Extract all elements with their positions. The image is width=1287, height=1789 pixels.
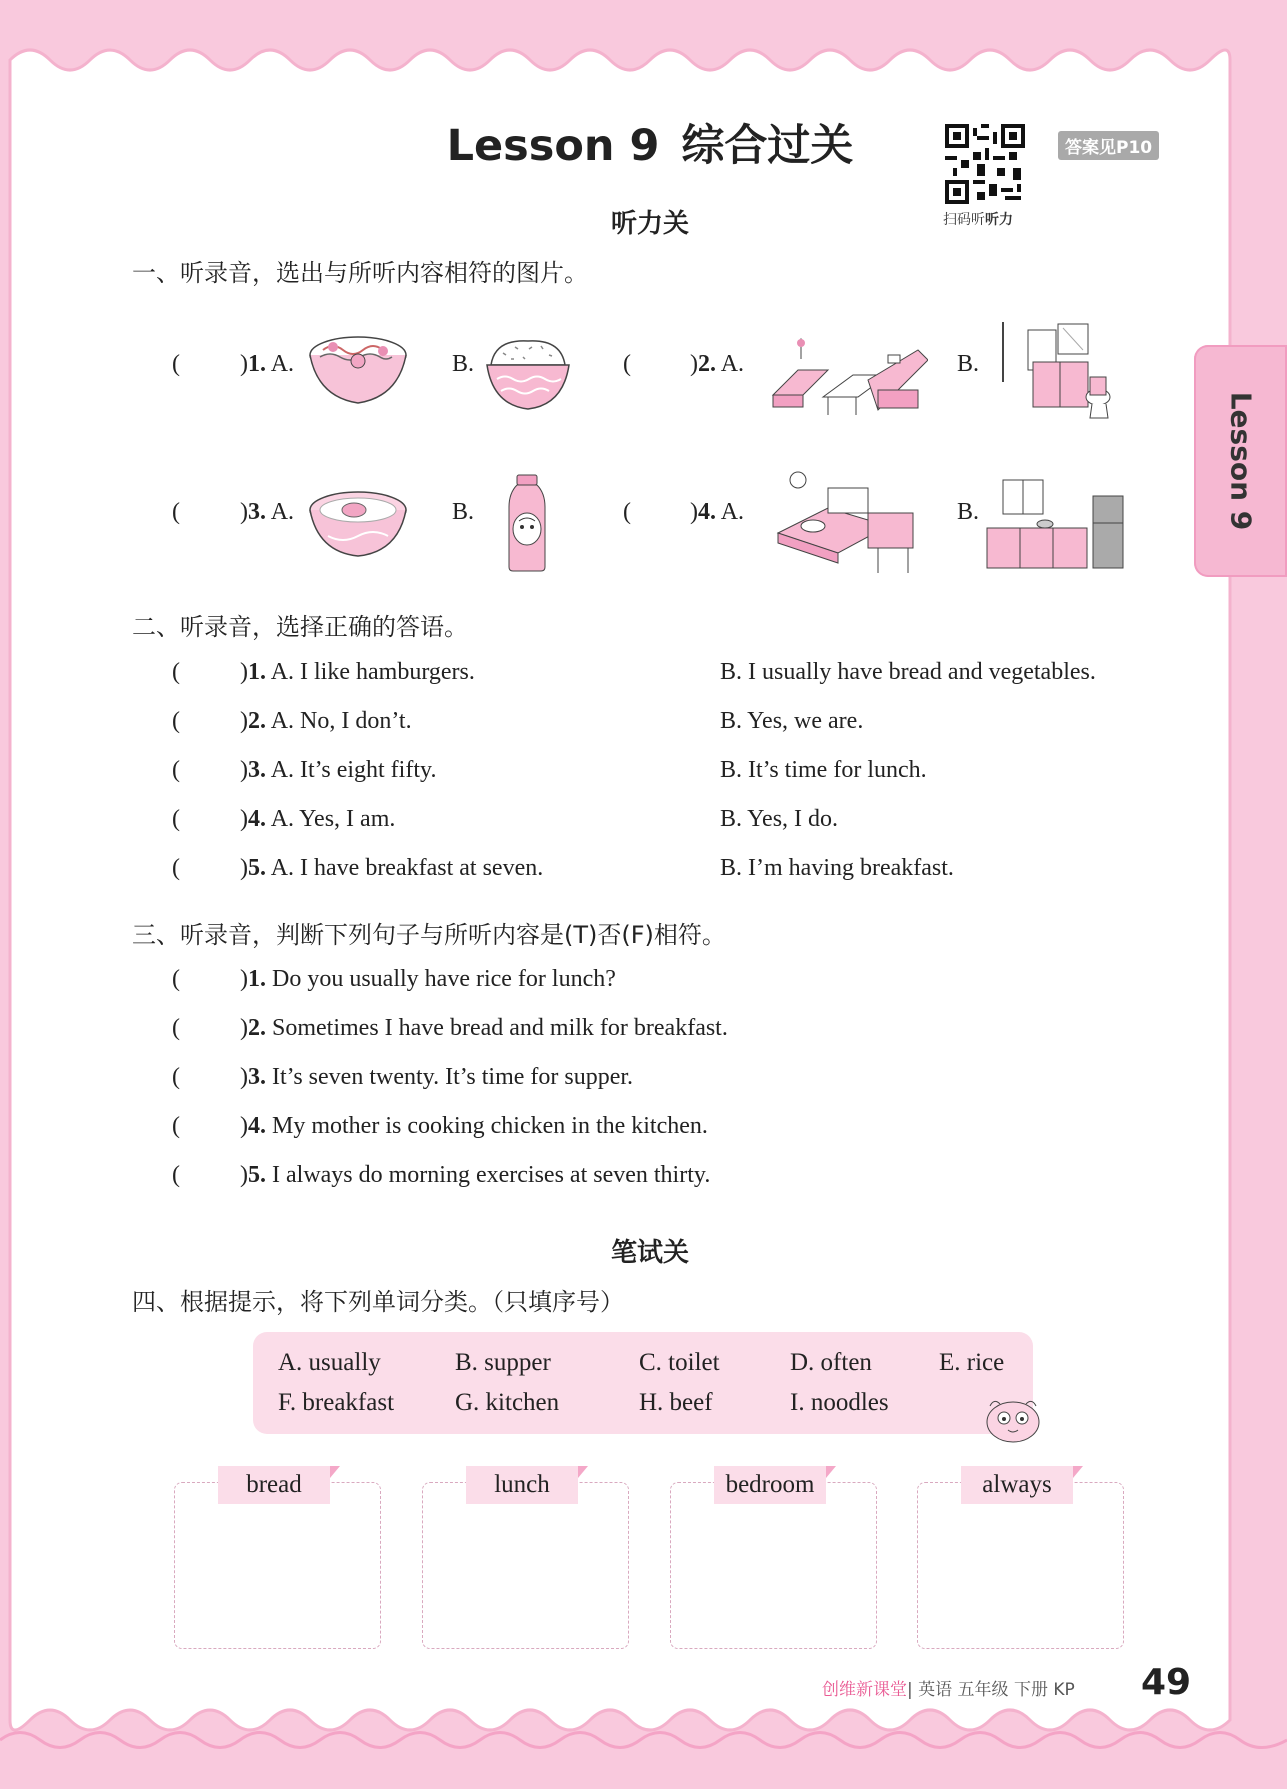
- p2-item2-b: B. Yes, we are.: [720, 708, 864, 734]
- answer-blank[interactable]: (: [172, 1015, 180, 1041]
- p1-item2-label: )2. A.: [690, 351, 745, 377]
- p1-item4-b: B.: [957, 499, 980, 525]
- milk-bottle-image[interactable]: [505, 473, 549, 573]
- answer-blank[interactable]: (: [172, 351, 180, 377]
- category-box-lunch[interactable]: [422, 1482, 629, 1649]
- kitchen-image[interactable]: [985, 478, 1125, 570]
- p2-item2-a: )2. A. No, I don’t.: [240, 708, 412, 734]
- footer-brand: 创维新课堂: [822, 1680, 907, 1700]
- word-option: E. rice: [939, 1349, 1005, 1376]
- word-option: G. kitchen: [455, 1389, 560, 1416]
- answer-blank[interactable]: (: [172, 966, 180, 992]
- p2-item1-b: B. I usually have bread and vegetables.: [720, 659, 1096, 685]
- scan-bold: 听力: [985, 212, 1013, 228]
- p2-item4-b: B. Yes, I do.: [720, 806, 839, 832]
- noodle-bowl-image[interactable]: [308, 335, 408, 407]
- p1-item2-b: B.: [957, 351, 980, 377]
- cartoon-mascot-icon: [980, 1392, 1046, 1448]
- part1-title: 一、听录音，选出与所听内容相符的图片。: [132, 259, 588, 287]
- footer-details: | 英语 五年级 下册 KP: [907, 1680, 1075, 1700]
- title-english: Lesson 9: [446, 121, 660, 171]
- bedroom-image[interactable]: [768, 468, 918, 578]
- p3-item4: )4. My mother is cooking chicken in the kitchen.: [240, 1113, 708, 1139]
- answer-blank[interactable]: (: [172, 659, 180, 685]
- category-box-always[interactable]: [917, 1482, 1124, 1649]
- living-room-image[interactable]: [768, 335, 928, 423]
- category-label-bread: bread: [218, 1466, 330, 1504]
- category-label-bedroom: bedroom: [714, 1466, 826, 1504]
- rice-bowl-image[interactable]: [483, 335, 573, 413]
- word-option: F. breakfast: [278, 1389, 395, 1416]
- p2-item1-a: )1. A. I like hamburgers.: [240, 659, 475, 685]
- word-option: B. supper: [455, 1349, 551, 1376]
- bathroom-image[interactable]: [998, 322, 1118, 427]
- category-box-bedroom[interactable]: [670, 1482, 877, 1649]
- word-bank: [253, 1332, 1033, 1434]
- answer-blank[interactable]: (: [172, 1113, 180, 1139]
- answer-blank[interactable]: (: [623, 351, 631, 377]
- p2-item3-a: )3. A. It’s eight fifty.: [240, 757, 437, 783]
- p3-item3: )3. It’s seven twenty. It’s time for supper.: [240, 1064, 634, 1090]
- part4-title: 四、根据提示，将下列单词分类。（只填序号）: [132, 1288, 624, 1316]
- answer-blank[interactable]: (: [623, 499, 631, 525]
- p2-item4-a: )4. A. Yes, I am.: [240, 806, 396, 832]
- word-option: C. toilet: [639, 1349, 720, 1376]
- category-box-bread[interactable]: [174, 1482, 381, 1649]
- title-chinese: 综合过关: [681, 121, 854, 171]
- p1-item4-label: )4. A.: [690, 499, 745, 525]
- answer-blank[interactable]: (: [172, 855, 180, 881]
- writing-heading: 笔试关: [610, 1238, 689, 1268]
- p1-item3-b: B.: [452, 499, 475, 525]
- p3-item5: )5. I always do morning exercises at seven thirty.: [240, 1162, 711, 1188]
- qr-code-icon[interactable]: [945, 124, 1025, 204]
- p1-item3-label: )3. A.: [240, 499, 295, 525]
- answer-blank[interactable]: (: [172, 1162, 180, 1188]
- word-option: D. often: [790, 1349, 872, 1376]
- p2-item3-b: B. It’s time for lunch.: [720, 757, 927, 783]
- footer-info: [822, 1675, 1075, 1700]
- p3-item1: )1. Do you usually have rice for lunch?: [240, 966, 616, 992]
- answer-blank[interactable]: (: [172, 499, 180, 525]
- p3-item2: )2. Sometimes I have bread and milk for breakfast.: [240, 1015, 728, 1041]
- part3-title: 三、听录音，判断下列句子与所听内容是(T)否(F)相符。: [132, 921, 726, 949]
- p2-item5-a: )5. A. I have breakfast at seven.: [240, 855, 544, 881]
- p1-item1-b: B.: [452, 351, 475, 377]
- page-number: 49: [1141, 1662, 1192, 1703]
- scan-prefix: 扫码听: [943, 212, 985, 228]
- word-option: A. usually: [278, 1349, 381, 1376]
- answer-blank[interactable]: (: [172, 806, 180, 832]
- p2-item5-b: B. I’m having breakfast.: [720, 855, 954, 881]
- soup-bowl-image[interactable]: [308, 488, 408, 560]
- word-option: I. noodles: [790, 1389, 889, 1416]
- category-label-always: always: [961, 1466, 1073, 1504]
- part2-title: 二、听录音，选择正确的答语。: [132, 613, 468, 641]
- side-tab-label: Lesson 9: [1224, 391, 1257, 531]
- answer-blank[interactable]: (: [172, 708, 180, 734]
- answer-blank[interactable]: (: [172, 757, 180, 783]
- word-option: H. beef: [639, 1389, 713, 1416]
- category-label-lunch: lunch: [466, 1466, 578, 1504]
- answer-blank[interactable]: (: [172, 1064, 180, 1090]
- p1-item1-label: )1. A.: [240, 351, 295, 377]
- listening-heading: 听力关: [610, 209, 689, 239]
- answer-reference-badge: 答案见P10: [1058, 131, 1159, 160]
- lesson-side-tab: [1194, 345, 1287, 577]
